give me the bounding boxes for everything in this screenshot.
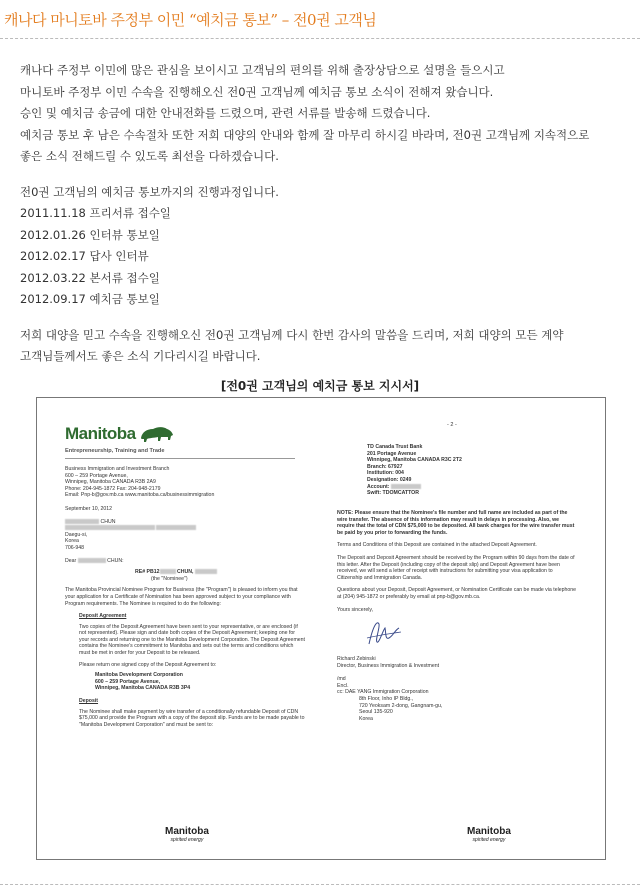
deposit-text: The Nominee shall make payment by wire transfer of a conditionally refundable Deposit of CDN $75,000 and provide the Program with a copy of the deposit slip. Funds are to be made payable to "Manitoba Development Corporation" and must be sent to: — [79, 708, 305, 728]
cc-line: cc: DAE YANG Immigration Corporation — [337, 689, 429, 696]
terms-text: Terms and Conditions of this Deposit are contained in the attached Deposit Agreement. — [337, 542, 537, 549]
intro-line: 마니토바 주정부 이민 수속을 진행해오신 전0권 고객님께 예치금 통보 소식이 전해져 왔습니다. — [20, 84, 494, 99]
bank-details — [367, 444, 462, 497]
mdc-address: Winnipeg, Manitoba CANADA R3B 3P4 — [95, 685, 191, 692]
cc-line: Seoul 135-920 — [359, 709, 393, 716]
timeline-item: 2012.09.17 예치금 통보일 — [20, 292, 160, 306]
cc-line: 8th Floor, Inho IP Bldg., — [359, 695, 414, 702]
re-line: RE# PB12 CHUN, — [65, 569, 305, 576]
address-line: Email: Pnp-b@gov.mb.ca www.manitoba.ca/businessimmigration — [65, 492, 215, 499]
deposit-agreement-text: Two copies of the Deposit Agreement have been sent to your representative, or are enclosed (if not represented). Please sign and date both copies of the Deposit Agreement; keeping one for your records and returning one to the Manitoba Development Corporation. The Deposit Agreement contains the Nominee's commitment to Manitoba and sets out the terms and conditions which must be met in order for your Deposit to be released. — [79, 623, 305, 657]
signature-icon — [363, 616, 403, 650]
bank-line: Account: — [367, 484, 462, 491]
cc-line: Korea — [359, 715, 373, 722]
return-instruction: Please return one signed copy of the Deposit Agreement to: — [79, 661, 217, 668]
address-line: Korea — [65, 538, 79, 545]
address-line: 706-948 — [65, 544, 85, 551]
letter-image — [36, 397, 606, 860]
footer-logo: Manitoba spirited energy — [467, 826, 511, 844]
recipient-name: CHUN — [65, 519, 305, 526]
intro-line: 좋은 소식 전해드릴 수 있도록 최선을 다하겠습니다. — [20, 149, 279, 163]
cc-line: Encl. — [337, 682, 349, 689]
intro-line: 캐나다 주정부 이민에 많은 관심을 보이시고 고객님의 편의를 위해 출장상담으로 설명을 들으시고 — [20, 63, 505, 77]
bank-line: Swift: TDOMCATTOR — [367, 490, 419, 497]
page-title: 캐나다 마니토바 주정부 이민 “예치금 통보” – 전0권 고객님 — [4, 11, 377, 29]
bank-line: Winnipeg, Manitoba CANADA R3C 2T2 — [367, 457, 462, 464]
mdc-address: Manitoba Development Corporation — [95, 672, 183, 679]
intro-text — [20, 60, 630, 368]
letter-body-right — [337, 510, 577, 613]
page-number: - 2 - — [447, 422, 457, 428]
signer-block — [337, 656, 577, 722]
nominee-label: (the "Nominee") — [151, 575, 188, 582]
department-name: Entrepreneurship, Training and Trade — [65, 448, 165, 454]
branch-address — [65, 466, 305, 728]
letter-caption: [전0권 고객님의 예치금 통보 지시서] — [220, 379, 420, 393]
cc-line: /md — [337, 676, 346, 683]
letter-page-1 — [55, 406, 321, 852]
questions-text: Questions about your Deposit, Deposit Agreement, or Nomination Certificate can be made via telephone at (204) 945-1872 or preferably by email at pnp-b@gov.mb.ca. — [337, 587, 577, 600]
recipient-address-redacted — [65, 525, 305, 532]
timeline-item: 2012.01.26 인터뷰 통보일 — [20, 227, 160, 242]
page-header — [0, 0, 640, 40]
bank-line: Institution: 004 — [367, 470, 404, 477]
address-line: Business Immigration and Investment Branch — [65, 466, 170, 472]
progress-title: 전0권 고객님의 예치금 통보까지의 진행과정입니다. — [20, 184, 279, 199]
timeline-item: 2012.03.22 본서류 접수일 — [20, 270, 160, 285]
bank-line: Branch: 67927 — [367, 463, 403, 470]
signer-title: Director, Business Immigration & Investment — [337, 662, 440, 669]
intro-line: 승인 및 예치금 송금에 대한 안내전화를 드렸으며, 관련 서류를 발송해 드렸습니다. — [20, 106, 431, 120]
closing-text: Yours sincerely, — [337, 606, 374, 613]
bison-icon — [139, 424, 175, 444]
divider — [65, 458, 295, 459]
letter-page-2 — [327, 406, 593, 852]
address-line: Winnipeg, Manitoba CANADA R3B 2A9 — [65, 479, 156, 486]
deposit-agreement-heading: Deposit Agreement — [79, 613, 127, 620]
bank-line: TD Canada Trust Bank — [367, 444, 423, 450]
timeline-item: 2011.11.18 프리서류 접수일 — [20, 206, 171, 220]
header-divider — [0, 38, 640, 39]
bank-line: Designation: 0249 — [367, 476, 412, 483]
intro-line: 예치금 통보 후 남은 수속절차 또한 저희 대양의 안내와 함께 잘 마무리 하시길 바라며, 전0권 고객님께 지속적으로 — [20, 127, 590, 142]
address-line: 600 – 259 Portage Avenue, — [65, 472, 128, 479]
cc-line: 720 Yeoksam 2-dong, Gangnam-gu, — [359, 702, 443, 709]
closing-line: 저희 대양을 믿고 수속을 진행해오신 전0권 고객님께 다시 한번 감사의 말씀을 드리며, 저희 대양의 모든 계약 — [20, 327, 564, 342]
mdc-address: 600 – 259 Portage Avenue, — [95, 678, 161, 685]
timeline-item: 2012.02.17 답사 인터뷰 — [20, 249, 149, 263]
footer-logo: Manitoba spirited energy — [165, 826, 209, 844]
letter-date: September 10, 2012 — [65, 505, 113, 512]
note-text: NOTE: Please ensure that the Nominee's file number and full name are included as part of the wire transfer. The absence of this information may result in delays in processing. Also, we require that the total of CDN $75,000 to be deposited. All bank charges for the wire transfer must be paid by you prior to forwarding the funds. — [337, 510, 575, 536]
bank-line: 201 Portage Avenue — [367, 450, 417, 457]
deposit-heading: Deposit — [79, 698, 99, 705]
signer-name: Richard Zebinski — [337, 656, 376, 662]
manitoba-logo — [65, 424, 175, 444]
closing-line: 고객님들께서도 좋은 소식 기다리시길 바랍니다. — [20, 349, 261, 363]
address-line: Phone: 204-945-1872 Fax: 204-948-2179 — [65, 485, 161, 492]
received-text: The Deposit and Deposit Agreement should be received by the Program within 90 days from the date of this letter. After the Deposit (including copy of the deposit slip) and Deposit Agreement have been received, we will send a letter of receipt with instructions for submitting your visa application to Citizenship and Immigration Canada. — [337, 554, 575, 581]
footer-divider — [0, 884, 640, 885]
logo-text: Manitoba — [65, 423, 136, 443]
letter-body: The Manitoba Provincial Nominee Program for Business (the "Program") is pleased to inform you that your application for a Certificate of Nomination has been approved subject to your compliance with Program requirements. The Nominee is required to do the following: — [65, 587, 298, 607]
address-line: Daegu-si, — [65, 531, 88, 538]
salutation: Dear CHUN: — [65, 557, 124, 564]
